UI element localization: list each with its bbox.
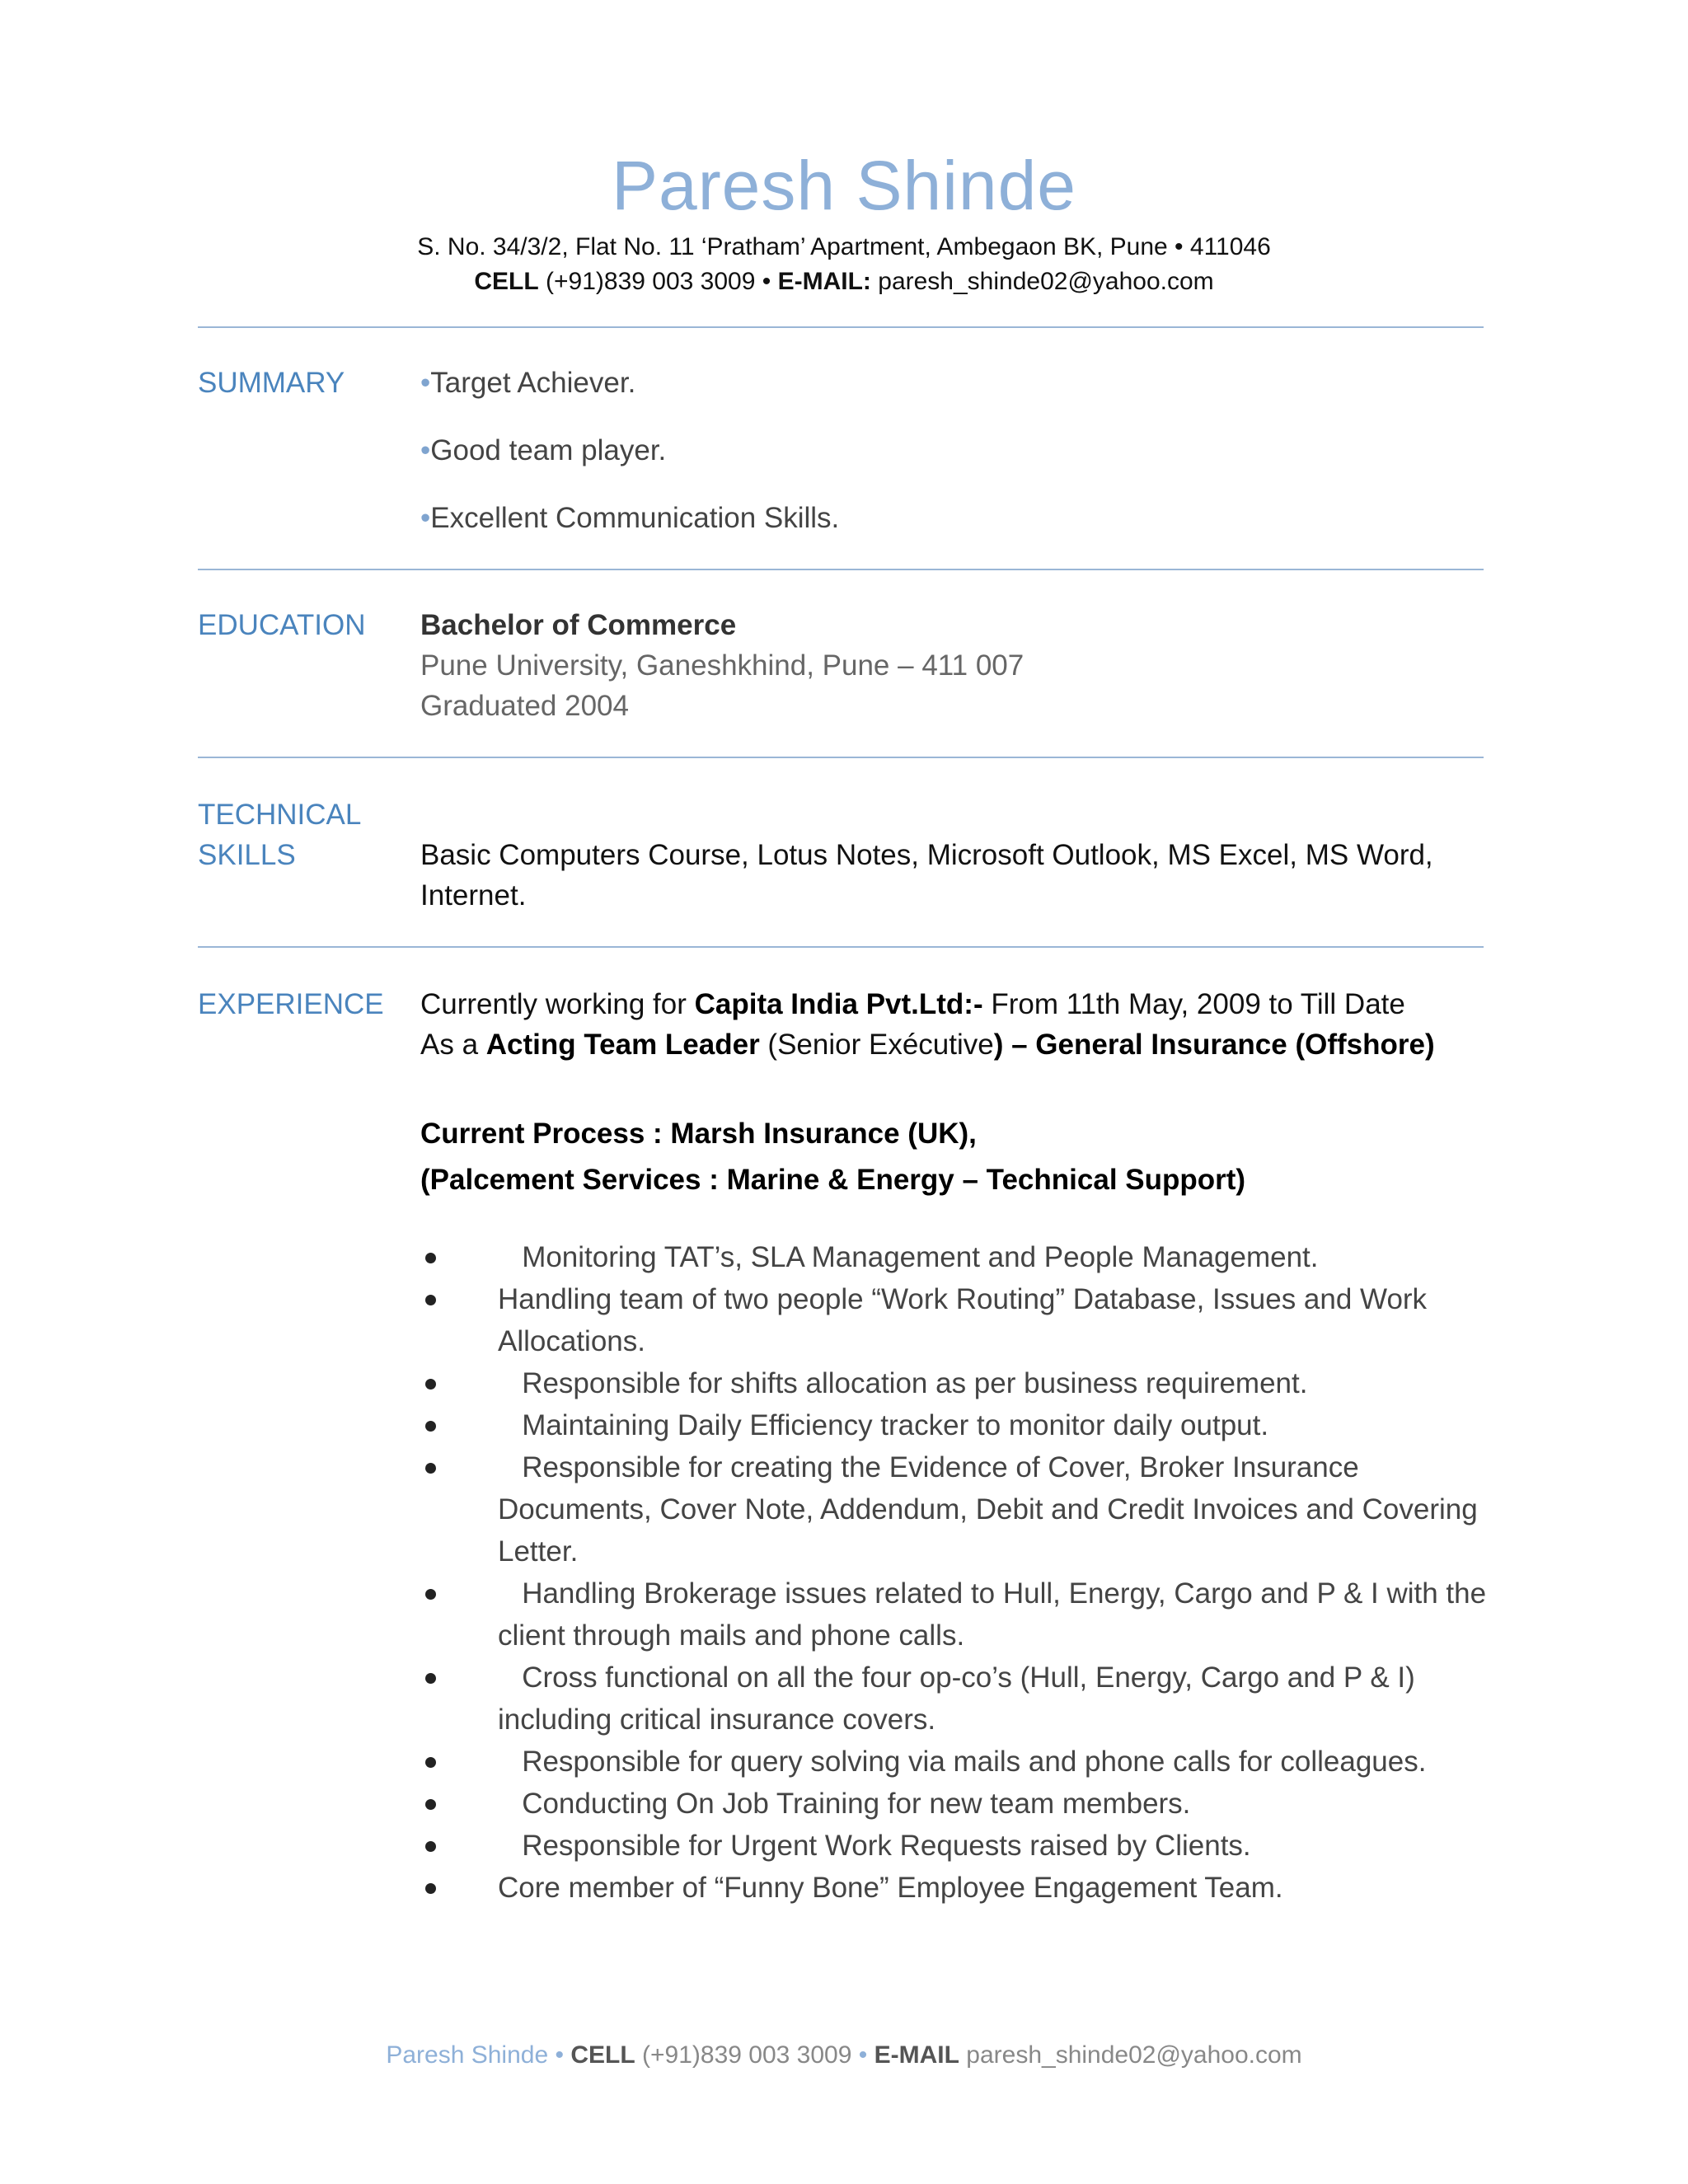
employer-name: Capita India Pvt.Ltd:- (694, 988, 983, 1020)
list-item (420, 1825, 1492, 1867)
employer-prefix: Currently working for (420, 988, 695, 1020)
list-item (420, 1236, 1492, 1278)
summary-item-text: Excellent Communication Skills. (430, 502, 840, 534)
role-department: ) – General Insurance (Offshore) (993, 1029, 1435, 1061)
summary-bullet: • (420, 434, 431, 466)
list-item (420, 1741, 1492, 1783)
bullet-icon (425, 1379, 436, 1390)
technical-skills-heading (198, 794, 361, 875)
bullet-icon (425, 1883, 436, 1894)
contact-separator: • (762, 268, 771, 295)
list-item-text: Responsible for creating the Evidence of Cover, Broker Insurance Documents, Cover Note, Addendum, Debit and Credit Invoices and Covering Letter. (498, 1451, 1486, 1568)
technical-skills-line1: Basic Computers Course, Lotus Notes, Microsoft Outlook, MS Excel, MS Word, (420, 839, 1433, 871)
divider (198, 326, 1484, 328)
summary-heading: SUMMARY (198, 367, 345, 399)
experience-role-line (420, 1024, 1484, 1065)
education-degree: Bachelor of Commerce (420, 609, 737, 641)
experience-heading: EXPERIENCE (198, 988, 384, 1020)
bullet-icon (425, 1799, 436, 1810)
list-item (420, 1783, 1492, 1825)
list-item-text: Conducting On Job Training for new team members. (498, 1788, 1191, 1820)
summary-item-text: Target Achiever. (430, 367, 636, 399)
technical-skills-line2: Internet. (420, 879, 527, 912)
bullet-icon (425, 1253, 436, 1263)
experience-intro (420, 984, 1484, 1065)
summary-item (420, 363, 635, 403)
bullet-icon (425, 1673, 436, 1684)
process-line1: Current Process : Marsh Insurance (UK), (420, 1118, 977, 1150)
bullet-icon (425, 1757, 436, 1768)
summary-item-text: Good team player. (430, 434, 667, 466)
list-item-text: Responsible for query solving via mails and phone calls for colleagues. (498, 1746, 1427, 1778)
list-item-text: Handling Brokerage issues related to Hull, Energy, Cargo and P & I with the client through mails and phone calls. (498, 1577, 1494, 1652)
list-item (420, 1278, 1492, 1362)
list-item-text: Cross functional on all the four op-co’s (Hull, Energy, Cargo and P & I) including critical insurance covers. (498, 1661, 1423, 1736)
footer-name: Paresh Shinde (386, 2041, 549, 2069)
list-item-text: Monitoring TAT’s, SLA Management and People Management. (498, 1241, 1319, 1273)
list-item-text: Responsible for shifts allocation as per business requirement. (498, 1367, 1308, 1399)
cell-label: CELL (474, 268, 539, 295)
list-item-text: Handling team of two people “Work Routing” Database, Issues and Work Allocations. (498, 1283, 1433, 1357)
education-institution: Pune University, Ganeshkhind, Pune – 411 007 (420, 649, 1025, 682)
summary-item (420, 430, 666, 471)
footer-cell-value: (+91)839 003 3009 (642, 2041, 852, 2069)
list-item (420, 1572, 1492, 1657)
divider (198, 757, 1484, 758)
technical-skills-heading-line1: TECHNICAL (198, 799, 362, 831)
email-label: E-MAIL: (777, 268, 871, 295)
education-graduated: Graduated 2004 (420, 690, 629, 722)
summary-item (420, 498, 839, 538)
list-item (420, 1446, 1492, 1572)
bullet-icon (425, 1841, 436, 1852)
summary-bullet: • (420, 367, 431, 399)
responsibilities-list (420, 1236, 1492, 1909)
current-process (420, 1111, 1484, 1203)
list-item (420, 1657, 1492, 1741)
list-item (420, 1867, 1492, 1909)
education-heading: EDUCATION (198, 609, 366, 641)
technical-skills-content (420, 835, 1484, 916)
employer-dates: From 11th May, 2009 to Till Date (982, 988, 1405, 1020)
list-item (420, 1362, 1492, 1404)
experience-employer-line (420, 984, 1484, 1024)
resume-name: Paresh Shinde (611, 147, 1077, 224)
process-line2: (Palcement Services : Marine & Energy – Technical Support) (420, 1164, 1246, 1196)
summary-bullet: • (420, 502, 431, 534)
footer-separator: • (555, 2041, 564, 2069)
education-content (420, 605, 1484, 726)
list-item-text: Responsible for Urgent Work Requests raised by Clients. (498, 1830, 1251, 1862)
bullet-icon (425, 1463, 436, 1474)
footer-email-value[interactable]: paresh_shinde02@yahoo.com (966, 2041, 1302, 2069)
list-item (420, 1404, 1492, 1446)
email-value[interactable]: paresh_shinde02@yahoo.com (878, 268, 1214, 295)
bullet-icon (425, 1295, 436, 1305)
role-level: (Senior Exécutive (759, 1029, 994, 1061)
list-item-text: Maintaining Daily Efficiency tracker to monitor daily output. (498, 1409, 1269, 1441)
technical-skills-heading-line2: SKILLS (198, 839, 296, 871)
footer-separator: • (858, 2041, 868, 2069)
cell-value: (+91)839 003 3009 (546, 268, 756, 295)
role-title: Acting Team Leader (485, 1029, 760, 1061)
role-prefix: As a (420, 1029, 486, 1061)
footer-email-label: E-MAIL (874, 2041, 959, 2069)
contact-line (0, 265, 1688, 298)
divider (198, 569, 1484, 570)
page-footer (0, 2039, 1688, 2072)
address-line: S. No. 34/3/2, Flat No. 11 ‘Pratham’ Apartment, Ambegaon BK, Pune • 411046 (417, 233, 1271, 260)
list-item-text: Core member of “Funny Bone” Employee Engagement Team. (498, 1872, 1283, 1904)
divider (198, 946, 1484, 948)
footer-cell-label: CELL (570, 2041, 635, 2069)
bullet-icon (425, 1421, 436, 1432)
bullet-icon (425, 1589, 436, 1600)
